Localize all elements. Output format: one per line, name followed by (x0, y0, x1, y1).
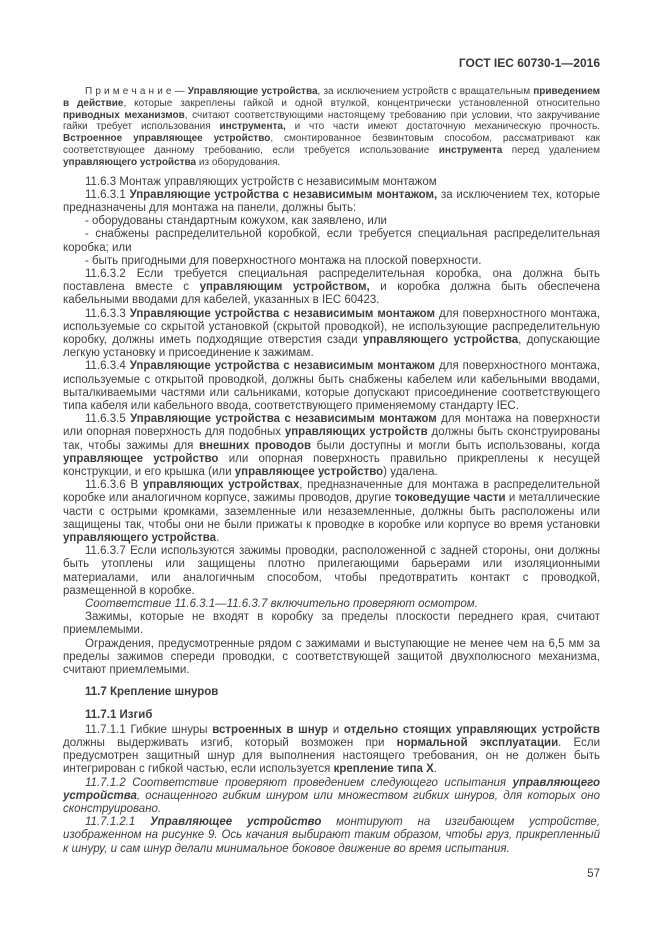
text-run: и металлические части с острыми кромками, заземленные или незаземленные, должны быть расположены или защищены так, чтобы они не были прижаты к проводке в коробке или корпусе во время установки (63, 492, 600, 531)
text-run: , оснащенного гибким шнуром или множеством гибких шнуров, для которых оно сконструировано. (63, 789, 600, 815)
body-paragraph (63, 479, 600, 545)
compliance-paragraph (63, 816, 600, 856)
text-run: должны быть сконструированы так, чтобы зажимы для (63, 426, 601, 452)
text-run: , за исключением устройств с вращательным (317, 86, 534, 97)
text-run: 11.6.3 Монтаж управляющих устройств с независимым монтажом (85, 175, 437, 188)
text-run: для поверхностного монтажа, используемые со скрытой установкой (скрытой проводкой), не использующие распределительную коробку, должны иметь подходящие отверстия сзади (63, 307, 601, 347)
text-run: 11.6.3.7 Если используются зажимы проводки, расположенной с задней стороны, они должны быть утоплены или защищены плотно прилегающими барьерами или изоляционными материалами, или аналогичным способом, чтобы предотвратить контакт с проводкой, размещенной в коробке. (63, 545, 600, 597)
body-paragraph (63, 413, 600, 479)
text-run: 11.6.3.3 (85, 307, 130, 320)
compliance-paragraph (63, 598, 600, 611)
text-run: управляющих устройств (284, 426, 428, 439)
body-paragraph (63, 176, 600, 189)
text-run: и коробка должна быть обеспечена кабельными вводами для кабелей, указанных в IEC 60423. (63, 281, 600, 307)
text-run: крепление типа X (333, 763, 434, 776)
text-run: управляющее устройство (63, 452, 219, 465)
text-run: Соответствие 11.6.3.1—11.6.3.7 включительно проверяют осмотром. (85, 598, 478, 611)
text-run: - оборудованы стандартным кожухом, как заявлено, или (85, 215, 387, 228)
body-paragraph (63, 611, 600, 637)
text-run: монтируют на изгибающем устройстве, изображенном на рисунке 9. Ось качания выбирают таким образом, чтобы груз, прикрепленный к шнуру, и сам шнур делали минимальное боковое движение во время испытания. (63, 816, 600, 855)
body-paragraph (63, 360, 600, 413)
text-run: , предназначенные для монтажа в распределительной коробке или аналогичном корпусе, зажимы проводов, другие (63, 479, 600, 505)
text-run: приводных механизмов (63, 109, 185, 121)
body-paragraph (63, 724, 600, 777)
text-run: управляющего устройства (63, 776, 600, 802)
text-run: для поверхностного монтажа, используемые с открытой проводкой, должны быть снабжены кабелем или кабельными вводами, выталкиваемыми частями или сальниками, которые допускают присоединение соответствующего типа кабеля или кабельного ввода, соответствующего применяемому стандарту IEC. (63, 360, 601, 413)
text-run: были доступны и могли быть использованы, когда (311, 439, 600, 452)
text-run: для монтажа на поверхности или опорная поверхность для подобных (63, 413, 601, 439)
text-run: 11.6.3.5 (85, 413, 131, 426)
text-run: 11.6.3.2 Если требуется специальная распределительная коробка, она должна быть поставлена вместе с (63, 268, 600, 294)
text-run: должны выдерживать изгиб, который возможен при (63, 736, 397, 749)
body-paragraph (63, 189, 600, 215)
text-run: 11.7.1.1 Гибкие шнуры (85, 723, 213, 736)
text-run: нормальной эксплуатации (396, 736, 559, 749)
text-run: управляющее устройство (234, 466, 384, 479)
text-run: Управляющее устройство (150, 816, 322, 829)
text-run: - снабжены распределительной коробкой, если требуется специальная распределительная коробка; или (63, 228, 600, 254)
text-run: внешних проводов (198, 439, 312, 452)
text-run: П р и м е ч а н и е — (85, 86, 188, 97)
text-run: Управляющие устройства с независимым монтажом, (129, 188, 438, 201)
text-run: приведением в действие (63, 86, 601, 109)
text-run: 11.6.3.1 (85, 188, 130, 201)
section-heading (63, 686, 600, 699)
text-run: перед удалением (502, 144, 600, 156)
text-run: 11.7 Крепление шнуров (85, 686, 219, 699)
text-run: . (216, 532, 220, 545)
text-run: . Если предусмотрен защитный шнур для выполнения настоящего требования, он не должен быть интегрирован с гибкой частью, если используется (63, 736, 600, 776)
text-run: 11.7.1.2.1 (85, 816, 151, 829)
text-run: Управляющие устройства (187, 86, 318, 97)
text-run: 11.7.1 Изгиб (85, 708, 153, 721)
text-run: или опорная поверхность правильно прикреплены к несущей конструкции, и его крышка (или (63, 452, 600, 479)
text-run: , допускающие легкую установку и присоединение к зажимам. (63, 334, 600, 360)
text-run: - быть пригодными для поверхностного монтажа на плоской поверхности. (85, 254, 482, 267)
text-run: инструмента, (219, 121, 286, 133)
text-run: из оборудования. (196, 156, 281, 168)
body-paragraph (63, 545, 600, 598)
note-paragraph (63, 86, 600, 169)
text-run: токоведущие части (394, 492, 506, 505)
text-run: Зажимы, которые не входят в коробку за пределы плоскости переднего края, считают приемлемыми. (63, 611, 600, 637)
text-run: 11.7.1.2 Соответствие проверяют проведением следующего испытания (85, 776, 513, 789)
text-run: , считают соответствующими настоящему требованию при условии, что закручивание гайки требует использования (63, 109, 600, 133)
text-run: управляющего устройства (63, 532, 217, 545)
text-run: 11.6.3.4 (85, 360, 130, 373)
text-run: управляющим устройством, (199, 281, 370, 294)
body-paragraph (63, 228, 600, 254)
text-run: управляющих устройствах (142, 479, 300, 492)
text-run: 11.6.3.6 В (85, 479, 143, 492)
text-run: Управляющие устройства с независимым монтажом (129, 360, 436, 373)
text-run: ) удалена. (383, 466, 438, 479)
text-run: , смонтированное безвинтовым способом, рассматривают как соответствующее данному требованию, если требуется использование (63, 133, 601, 156)
text-run: инструмента (438, 144, 503, 156)
text-run: Управляющие устройства с независимым монтажом (130, 413, 437, 426)
page-number: 57 (587, 867, 600, 880)
running-header: ГОСТ IEC 60730-1—2016 (458, 56, 600, 70)
text-run: встроенных в шнур (212, 723, 328, 736)
document-body (63, 86, 600, 856)
text-run: отдельно стоящих управляющих устройств (343, 723, 600, 736)
body-paragraph (63, 268, 600, 308)
body-paragraph (63, 638, 600, 678)
body-paragraph (63, 308, 600, 361)
body-paragraph (63, 255, 600, 268)
text-run: управляющего устройства (63, 156, 197, 168)
body-paragraph (63, 215, 600, 228)
text-run: , которые закреплены гайкой и одной втулкой, концентрически установленной относительно (123, 97, 600, 109)
section-heading (63, 709, 600, 722)
text-run: и (327, 723, 344, 736)
compliance-paragraph (63, 777, 600, 817)
text-run: Встроенное управляющее устройство (63, 133, 271, 145)
text-run: за исключением тех, которые предназначены для монтажа на панели, должны быть: (63, 188, 600, 214)
text-run: Ограждения, предусмотренные рядом с зажимами и выступающие не менее чем на 6,5 мм за пределы зажимов спереди проводки, с соответствующей защитой двухполюсного механизма, считают приемлемыми. (63, 637, 600, 677)
page-footer (63, 868, 600, 881)
text-run: и что части имеют достаточную механическую прочность. (285, 121, 601, 133)
text-run: управляющего устройства (362, 334, 519, 347)
text-run: . (433, 763, 437, 776)
text-run: Управляющие устройства с независимым монтажом (129, 307, 436, 320)
